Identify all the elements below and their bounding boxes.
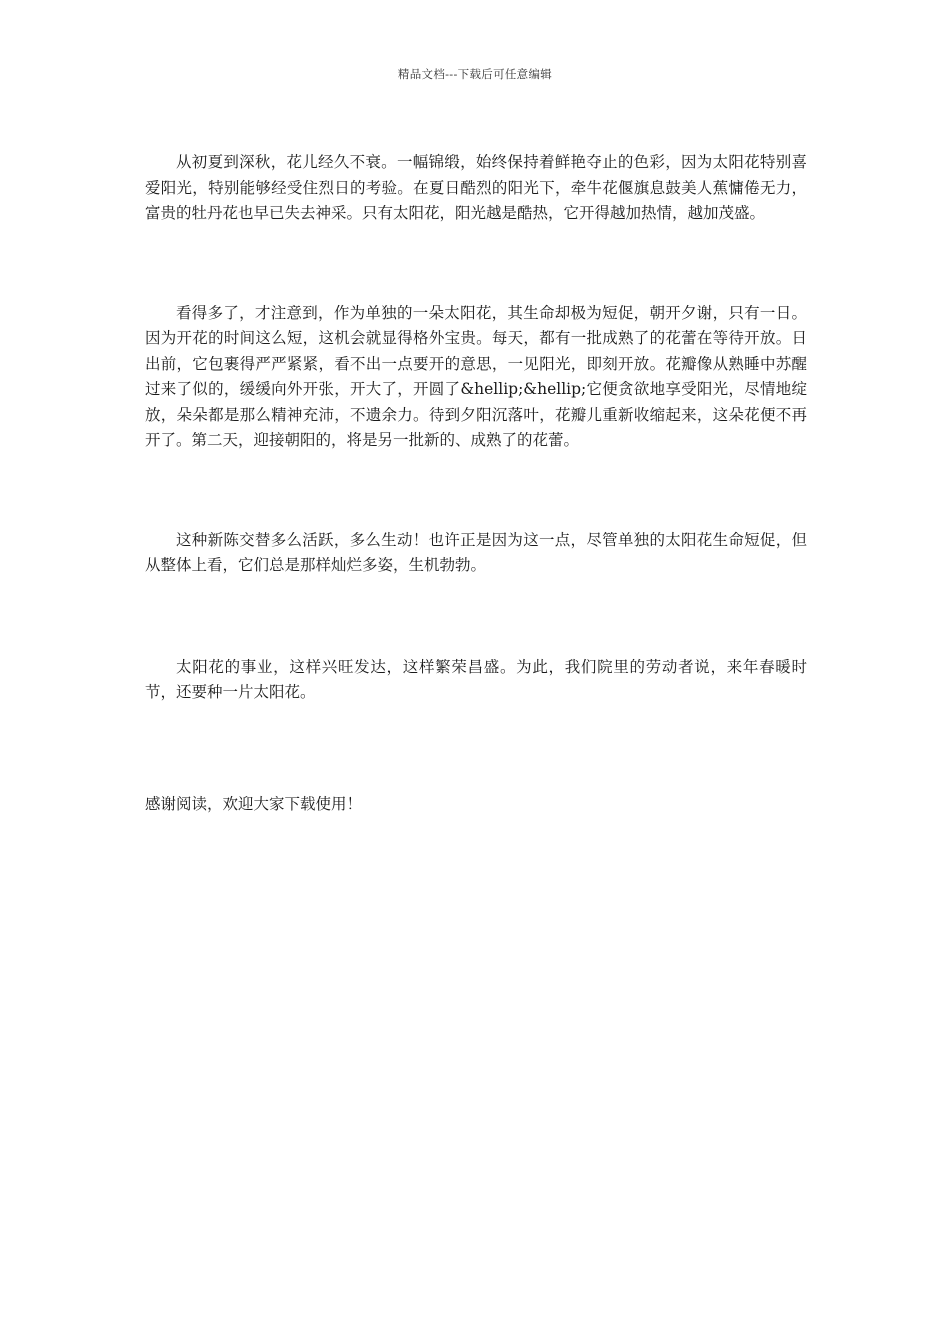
paragraph-1: 从初夏到深秋，花儿经久不衰。一幅锦缎，始终保持着鲜艳夺止的色彩，因为太阳花特别喜爱阳光，特别能够经受住烈日的考验。在夏日酷烈的阳光下，牵牛花偃旗息鼓美人蕉慵倦无力，富贵的牡丹花也早已失去神采。只有太阳花，阳光越是酷热，它开得越加热情，越加茂盛。	[145, 153, 807, 222]
spacer	[145, 706, 807, 792]
page-header: 精品文档---下载后可任意编辑	[397, 67, 553, 81]
paragraph-4: 太阳花的事业，这样兴旺发达，这样繁荣昌盛。为此，我们院里的劳动者说，来年春暖时节，还要种一片太阳花。	[145, 657, 807, 701]
spacer	[145, 454, 807, 528]
closing-note: 感谢阅读，欢迎大家下载使用！	[145, 794, 363, 813]
spacer	[145, 579, 807, 655]
paragraph-3: 这种新陈交替多么活跃，多么生动！也许正是因为这一点，尽管单独的太阳花生命短促，但从整体上看，它们总是那样灿烂多姿，生机勃勃。	[145, 530, 807, 574]
paragraph-2: 看得多了，才注意到，作为单独的一朵太阳花，其生命却极为短促，朝开夕谢，只有一日。因为开花的时间这么短，这机会就显得格外宝贵。每天，都有一批成熟了的花蕾在等待开放。日出前，它包裹得严严紧紧，看不出一点要开的意思，一见阳光，即刻开放。花瓣像从熟睡中苏醒过来了似的，缓缓向外开张，开大了，开圆了&hellip;&hellip;它便贪欲地享受阳光，尽情地绽放，朵朵都是那么精神充沛，不遗余力。待到夕阳沉落叶，花瓣儿重新收缩起来，这朵花便不再开了。第二天，迎接朝阳的，将是另一批新的、成熟了的花蕾。	[145, 303, 807, 449]
spacer	[145, 227, 807, 301]
document-body	[145, 150, 807, 817]
